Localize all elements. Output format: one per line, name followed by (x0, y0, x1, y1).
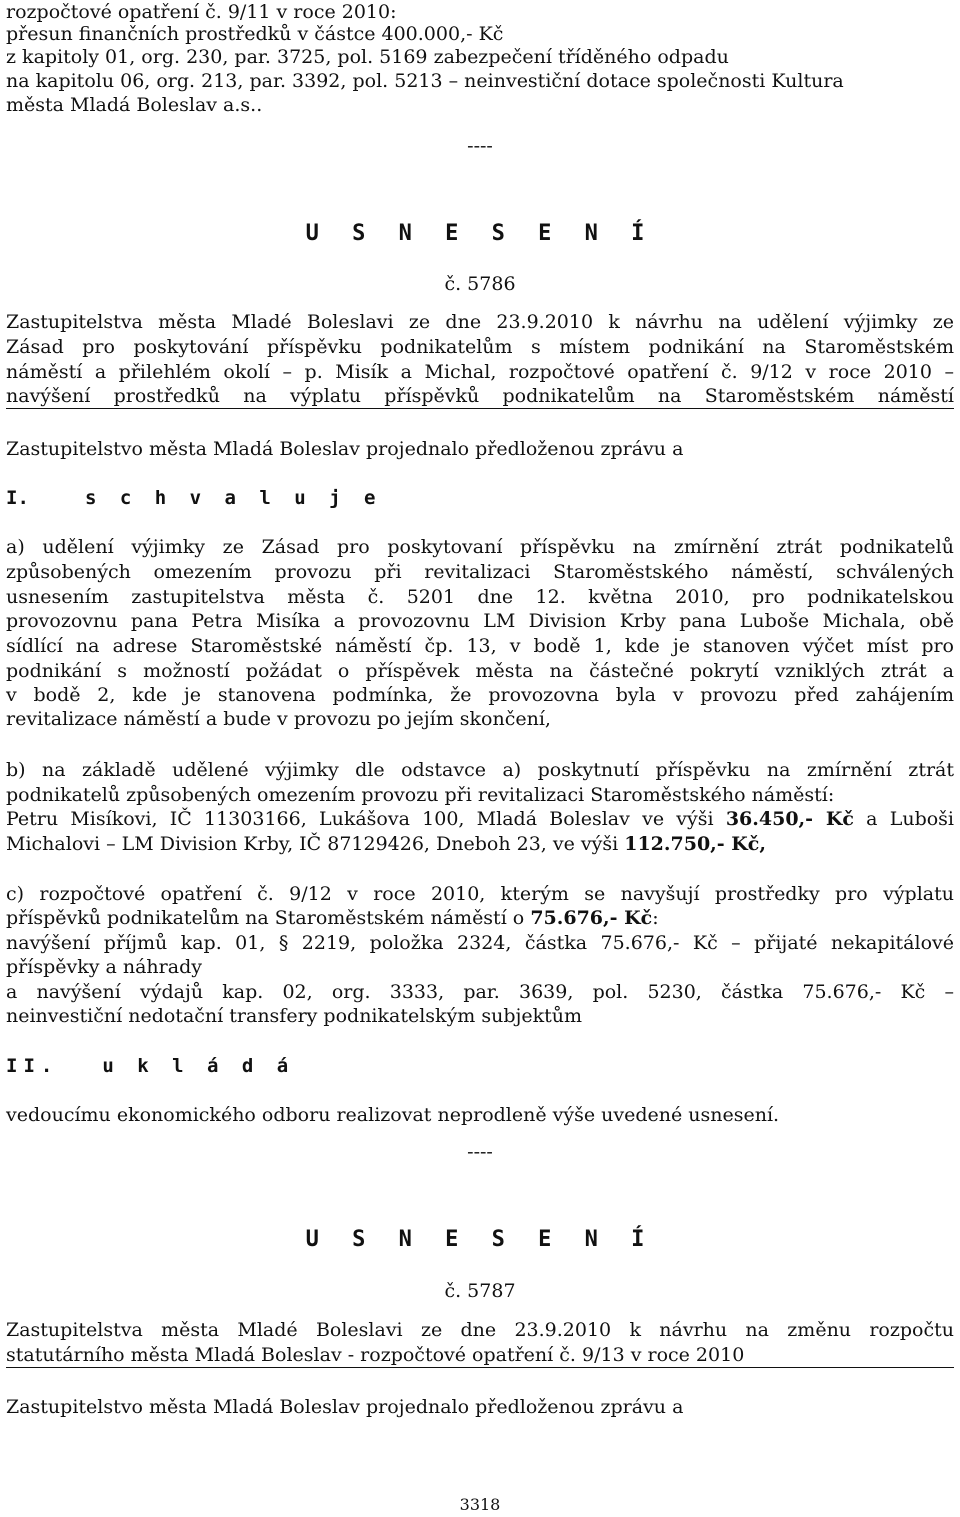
prev-line-3: z kapitoly 01, org. 230, par. 3725, pol. 5169 zabezpečení tříděného odpadu (6, 46, 729, 68)
para-b-line: Petru Misíkovi, IČ 11303166, Lukášova 100, Mladá Boleslav ve výši 36.450,- Kč a Luboši (6, 808, 955, 830)
section-heading-2 (6, 1054, 954, 1078)
prev-line-1: rozpočtové opatření č. 9/11 v roce 2010: (6, 1, 397, 23)
para-a-line: sídlící na adrese Staroměstské náměstí čp. 13, v bodě 1, kde je stanoven výčet míst pro (6, 635, 954, 657)
subject-line-2: statutárního města Mladá Boleslav - rozpočtové opatření č. 9/13 v roce 2010 (6, 1343, 954, 1368)
prev-line-2: přesun finančních prostředků v částce 400.000,- Kč (6, 23, 504, 45)
resolution-number: č. 5786 (444, 273, 516, 295)
intro-text: Zastupitelstvo města Mladá Boleslav projednalo předloženou zprávu a (6, 1396, 684, 1418)
amount-michal: 112.750,- Kč, (624, 833, 766, 855)
subject-line-1: Zastupitelstva města Mladé Boleslavi ze dne 23.9.2010 k návrhu na změnu rozpočtu (6, 1319, 954, 1341)
para-a-line: v bodě 2, kde je stanovena podmínka, že provozovna byla v provozu před zahájením (6, 684, 954, 706)
separator: ---- (467, 135, 493, 157)
section-number: I. (6, 487, 29, 509)
para-b-line: Michalovi – LM Division Krby, IČ 87129426, Dneboh 23, ve výši 112.750,- Kč, (6, 833, 766, 855)
para-c-line: příspěvků podnikatelům na Staroměstském náměstí o 75.676,- Kč: (6, 907, 659, 929)
para-b-line: podnikatelů způsobených omezením provozu při revitalizaci Staroměstského náměstí: (6, 784, 835, 806)
section-verb: s c h v a l u j e (84, 487, 382, 509)
amount-total: 75.676,- Kč (530, 907, 653, 929)
prev-line-4: na kapitolu 06, org. 213, par. 3392, pol. 5213 – neinvestiční dotace společnosti Kultura (6, 70, 844, 92)
amount-misik: 36.450,- Kč (725, 808, 854, 830)
section-verb: u k l á d á (102, 1055, 295, 1077)
para-a-line: revitalizace náměstí a bude v provozu po jejím skončení, (6, 708, 551, 730)
separator: ---- (467, 1141, 493, 1163)
para-c-line: c) rozpočtové opatření č. 9/12 v roce 2010, kterým se navyšují prostředky pro výplatu (6, 883, 954, 905)
para-a-line: podnikání s možností požádat o příspěvek města na částečné pokrytí vzniklých ztrát a (6, 660, 954, 682)
subject-line-1: Zastupitelstva města Mladé Boleslavi ze dne 23.9.2010 k návrhu na udělení výjimky ze (6, 311, 954, 333)
para-c-line: navýšení příjmů kap. 01, § 2219, položka 2324, částka 75.676,- Kč – přijaté nekapitálové (6, 932, 954, 954)
resolution-heading: U S N E S E N Í (305, 1227, 655, 1252)
prev-line-5: města Mladá Boleslav a.s.. (6, 94, 263, 116)
resolution-heading: U S N E S E N Í (305, 221, 655, 246)
page-number: 3318 (459, 1495, 501, 1514)
task-text: vedoucímu ekonomického odboru realizovat neprodleně výše uvedené usnesení. (6, 1104, 780, 1126)
subject-line-4: navýšení prostředků na výplatu příspěvků podnikatelům na Staroměstském náměstí (6, 385, 954, 407)
para-c-line: a navýšení výdajů kap. 02, org. 3333, par. 3639, pol. 5230, částka 75.676,- Kč – (6, 981, 954, 1003)
para-a-line: a) udělení výjimky ze Zásad pro poskytovaní příspěvku na zmírnění ztrát podnikatelů (6, 536, 954, 558)
para-a-line: způsobených omezením provozu při revitalizaci Staroměstského náměstí, schválených (6, 561, 954, 583)
para-c-line: příspěvky a náhrady (6, 956, 202, 978)
section-heading-1 (6, 486, 954, 510)
intro-text: Zastupitelstvo města Mladá Boleslav projednalo předloženou zprávu a (6, 438, 684, 460)
subject-line-2: Zásad pro poskytování příspěvku podnikatelům s místem podnikání na Staroměstském (6, 336, 954, 358)
section-number: II. (6, 1055, 59, 1077)
subject-line-3: náměstí a přilehlém okolí – p. Misík a Michal, rozpočtové opatření č. 9/12 v roce 2010 – (6, 361, 954, 383)
para-b-line: b) na základě udělené výjimky dle odstavce a) poskytnutí příspěvku na zmírnění ztrát (6, 759, 954, 781)
resolution-number: č. 5787 (444, 1280, 516, 1302)
para-a-line: provozovnu pana Petra Misíka a provozovnu LM Division Krby pana Luboše Michala, obě (6, 610, 954, 632)
para-c-line: neinvestiční nedotační transfery podnikatelským subjektům (6, 1005, 583, 1027)
para-a-line: usnesením zastupitelstva města č. 5201 dne 12. května 2010, pro podnikatelskou (6, 586, 954, 608)
